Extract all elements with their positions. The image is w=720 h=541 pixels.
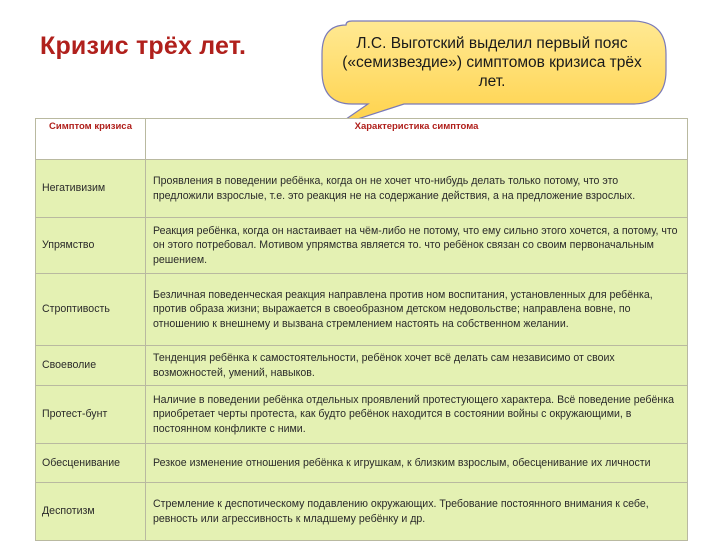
symptom-description: Тенденция ребёнка к самостоятельности, ребёнок хочет всё делать сам независимо от своих возможностей, умений, навыков. [146, 346, 688, 386]
table-row [36, 444, 688, 483]
symptoms-table [35, 118, 688, 541]
table-row [36, 386, 688, 444]
header-description: Характеристика симптома [146, 119, 688, 160]
symptom-name: Деспотизм [36, 483, 146, 541]
header-symptom: Симптом кризиса [36, 119, 146, 160]
table-row [36, 274, 688, 346]
symptom-description: Реакция ребёнка, когда он настаивает на чём-либо не потому, что ему сильно этого хочется, а потому, что он этого потребовал. Мотивом упрямства является то. что ребёнок связан со своим первоначальным решением. [146, 218, 688, 274]
callout-bubble [0, 0, 720, 130]
symptom-description: Безличная поведенческая реакция направлена против ном воспитания, установленных для ребёнка, против образа жизни; выражается в своеобразном детском недовольстве; направлена вовне, по отношению к внешнему и вызвана стремлением настоять на собственном желании. [146, 274, 688, 346]
symptom-description: Стремление к деспотическому подавлению окружающих. Требование постоянного внимания к себе, ревность или агрессивность к младшему ребёнку и др. [146, 483, 688, 541]
table-row [36, 483, 688, 541]
table-header-row [36, 119, 688, 160]
symptom-name: Негативизим [36, 160, 146, 218]
table-row [36, 346, 688, 386]
symptom-name: Протест-бунт [36, 386, 146, 444]
symptom-description: Проявления в поведении ребёнка, когда он не хочет что-нибудь делать только потому, что это предложили взрослые, т.е. это реакция не на содержание действия, а на предложение взрослых. [146, 160, 688, 218]
symptom-name: Обесценивание [36, 444, 146, 483]
symptom-name: Упрямство [36, 218, 146, 274]
symptom-name: Строптивость [36, 274, 146, 346]
symptom-description: Наличие в поведении ребёнка отдельных проявлений протестующего характера. Всё поведение ребёнка приобретает черты протеста, как будто ребёнок находится в состоянии войны с окружающими, в постоянном конфликте с ними. [146, 386, 688, 444]
callout-text: Л.С. Выготский выделил первый пояс («семизвездие») симптомов кризиса трёх лет. [342, 35, 642, 90]
page-title: Кризис трёх лет. [40, 32, 247, 60]
table-row [36, 218, 688, 274]
symptom-name: Своеволие [36, 346, 146, 386]
symptom-description: Резкое изменение отношения ребёнка к игрушкам, к близким взрослым, обесценивание их личности [146, 444, 688, 483]
table-row [36, 160, 688, 218]
